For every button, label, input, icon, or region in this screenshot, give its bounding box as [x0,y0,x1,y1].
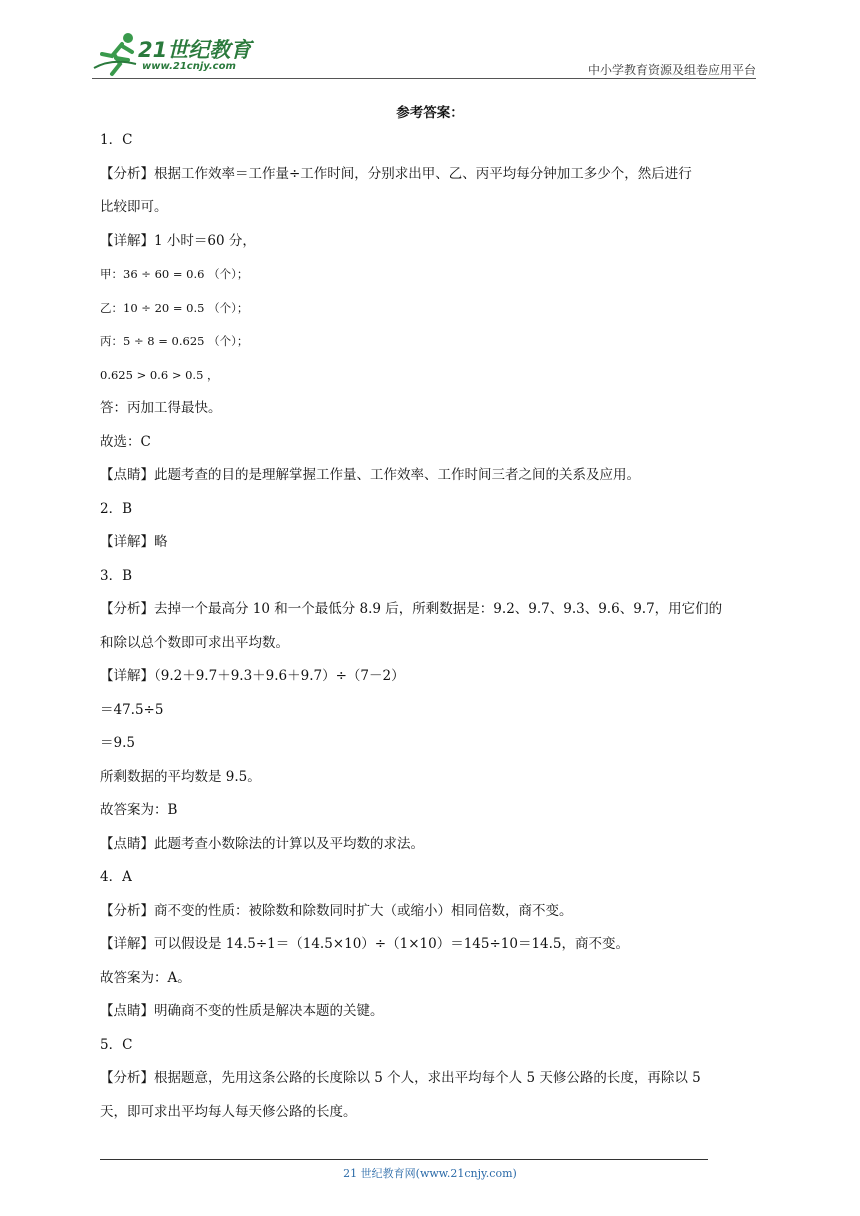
logo-url: www.21cnjy.com [142,61,236,72]
text-line: 1．C [100,132,133,148]
text-line: 【详解】略 [100,534,168,550]
text-line: 和除以总个数即可求出平均数。 [100,634,289,651]
text-line: 5．C [100,1036,133,1053]
text-line: 【分析】商不变的性质：被除数和除数同时扩大（或缩小）相同倍数，商不变。 [100,902,573,919]
text-line: 比较即可。 [100,199,168,215]
formula-line: 丙：5 ÷ 8 = 0.625 （个）； [100,334,249,348]
text-line: 故答案为：A。 [100,969,191,986]
answer-content [100,124,765,1129]
text-line: ＝9.5 [100,735,135,751]
text-line: 3．B [100,567,133,584]
footer-divider [100,1159,708,1160]
text-line: 【详解】可以假设是 14.5÷1＝（14.5×10）÷（1×10）＝145÷10＝14.5，商不变。 [100,936,630,952]
text-line: 答：丙加工得最快。 [100,400,222,416]
text-line: 所剩数据的平均数是 9.5。 [100,768,261,785]
text-line: 故答案为：B [100,802,178,818]
text-line: 故选：C [100,433,151,450]
text-line: 【详解】（9.2＋9.7＋9.3＋9.6＋9.7）÷（7－2） [100,668,405,684]
text-line: 【点睛】此题考查小数除法的计算以及平均数的求法。 [100,835,424,852]
text-line: ＝47.5÷5 [100,701,164,718]
page-header [92,28,756,80]
text-line: 天，即可求出平均每人每天修公路的长度。 [100,1103,357,1120]
page-footer: 21 世纪教育网(www.21cnjy.com) [343,1167,517,1180]
text-line: 【分析】根据工作效率＝工作量÷工作时间，分别求出甲、乙、丙平均每分钟加工多少个，然后进行 [100,165,692,182]
formula-line: 乙：10 ÷ 20 = 0.5 （个）； [100,300,249,315]
text-line: 2．B [100,500,133,517]
header-platform-text: 中小学教育资源及组卷应用平台 [587,63,756,77]
logo [92,28,262,78]
header-divider [92,78,756,79]
text-line: 【分析】去掉一个最高分 10 和一个最低分 8.9 后，所剩数据是：9.2、9.7、9.3、9.6、9.7，用它们的 [100,601,723,617]
text-line: 【详解】1 小时＝60 分， [100,232,256,249]
text-line: 【点睛】此题考查的目的是理解掌握工作量、工作效率、工作时间三者之间的关系及应用。 [100,467,640,483]
runner-logo-icon [92,28,142,78]
formula-line: 0.625 > 0.6 > 0.5 ， [100,367,219,382]
page-title: 参考答案： [396,105,464,121]
text-line: 【点睛】明确商不变的性质是解决本题的关键。 [100,1003,384,1019]
formula-line: 甲：36 ÷ 60 = 0.6 （个）； [100,267,249,281]
text-line: 【分析】根据题意，先用这条公路的长度除以 5 个人，求出平均每个人 5 天修公路的长度，再除以 5 [100,1070,701,1086]
logo-text: 21世纪教育 [138,38,252,62]
text-line: 4．A [100,869,132,885]
